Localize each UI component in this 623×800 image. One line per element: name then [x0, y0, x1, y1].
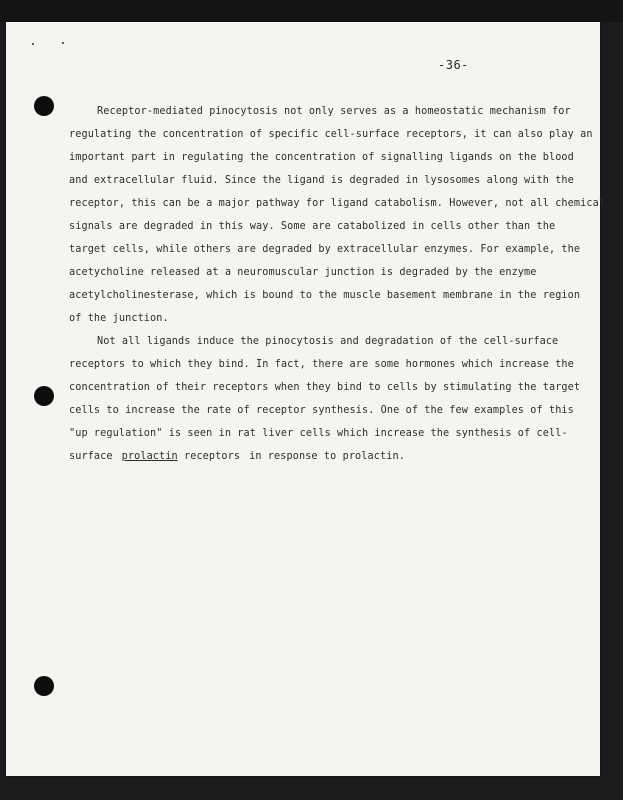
punch-hole-top [34, 96, 54, 116]
paragraph1-line: Receptor-mediated pinocytosis not only serves as a homeostatic mechanism for [97, 106, 571, 117]
page-number: -36- [438, 58, 469, 72]
last-line-end: in response to prolactin. [249, 451, 405, 462]
paragraph1-line: acetylcholinesterase, which is bound to the muscle basement membrane in the region [69, 290, 581, 301]
paragraph1-line: and extracellular fluid. Since the ligand is degraded in lysosomes along with the [69, 175, 574, 186]
last-line-start: surface [69, 451, 113, 462]
speck-mark [62, 42, 64, 44]
paragraph2-line: concentration of their receptors when they bind to cells by stimulating the target [69, 382, 581, 393]
paragraph2-line: cells to increase the rate of receptor synthesis. One of the few examples of this [69, 405, 574, 416]
paragraph1-line: acetycholine released at a neuromuscular junction is degraded by the enzyme [69, 267, 537, 278]
paragraph2-line: "up regulation" is seen in rat liver cells which increase the synthesis of cell- [69, 428, 568, 439]
document-page [6, 22, 606, 776]
paragraph1-line: target cells, while others are degraded by extracellular enzymes. For example, the [69, 244, 581, 255]
paragraph2-line: receptors to which they bind. In fact, there are some hormones which increase the [69, 359, 574, 370]
paragraph2-line: Not all ligands induce the pinocytosis and degradation of the cell-surface [97, 336, 559, 347]
paragraph1-line: signals are degraded in this way. Some are catabolized in cells other than the [69, 221, 556, 232]
last-line-middle: receptors [183, 451, 241, 462]
underlined-word: prolactin [121, 451, 178, 462]
speck-mark [32, 43, 34, 45]
paragraph1-line: of the junction. [69, 313, 169, 324]
paragraph2-last-line [69, 451, 405, 462]
paragraph1-line: receptor, this can be a major pathway for ligand catabolism. However, not all chemical [69, 198, 606, 209]
punch-hole-bottom [34, 676, 54, 696]
paragraph1-line: important part in regulating the concentration of signalling ligands on the blood [69, 152, 574, 163]
punch-hole-middle [34, 386, 54, 406]
scanner-background-strip [0, 0, 623, 22]
paragraph1-line: regulating the concentration of specific cell-surface receptors, it can also play an [69, 129, 593, 140]
